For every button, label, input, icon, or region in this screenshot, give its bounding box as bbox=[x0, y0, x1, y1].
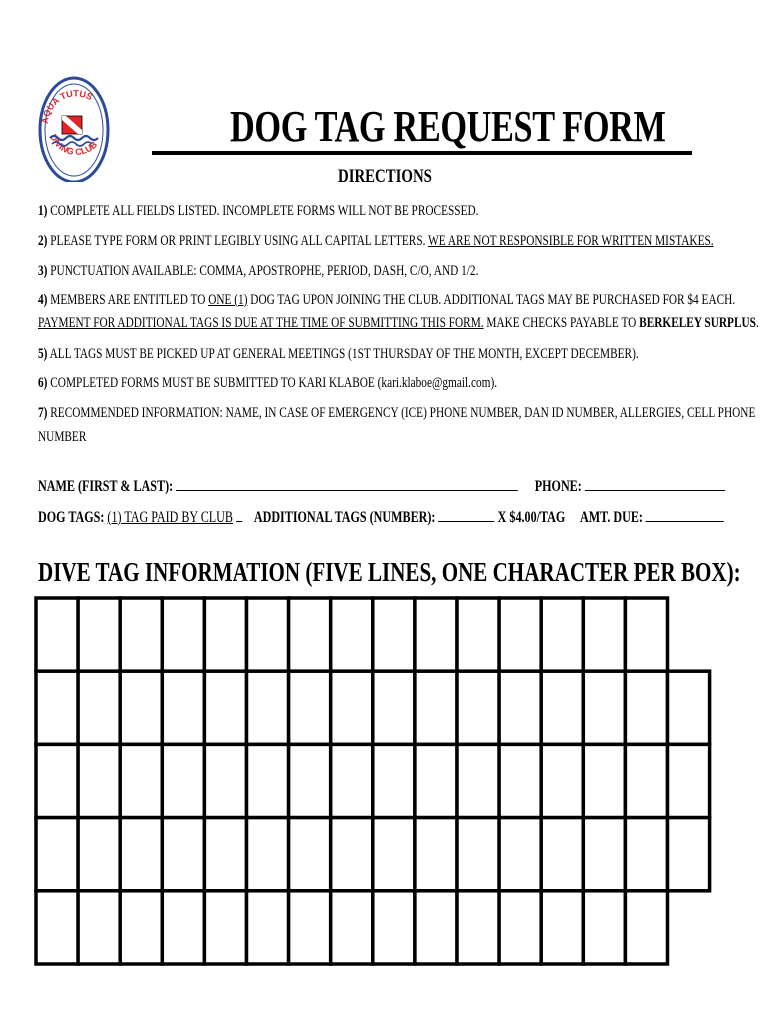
char-box-r2-c11[interactable] bbox=[457, 671, 499, 744]
dive-tag-heading: DIVE TAG INFORMATION (FIVE LINES, ONE CHARACTER PER BOX): bbox=[38, 557, 741, 587]
char-box-r4-c8[interactable] bbox=[331, 818, 373, 891]
directions-heading: DIRECTIONS bbox=[338, 166, 432, 187]
char-box-r4-c2[interactable] bbox=[78, 818, 120, 891]
char-box-r3-c3[interactable] bbox=[120, 744, 162, 817]
direction-6: 6) COMPLETED FORMS MUST BE SUBMITTED TO KARI KLABOE (kari.klaboe@gmail.com). bbox=[38, 375, 498, 391]
char-box-r2-c15[interactable] bbox=[625, 671, 667, 744]
direction-3: 3) PUNCTUATION AVAILABLE: COMMA, APOSTROPHE, PERIOD, DASH, C/O, AND 1/2. bbox=[38, 263, 479, 279]
char-box-r3-c10[interactable] bbox=[415, 744, 457, 817]
logo-bottom-text: DIVING CLUB bbox=[48, 132, 100, 158]
char-box-r2-c14[interactable] bbox=[583, 671, 625, 744]
char-box-r4-c3[interactable] bbox=[120, 818, 162, 891]
price-per-tag: X $4.00/TAG bbox=[497, 509, 566, 526]
char-box-r5-c15[interactable] bbox=[625, 891, 667, 964]
char-box-r5-c9[interactable] bbox=[373, 891, 415, 964]
char-box-r1-c10[interactable] bbox=[415, 598, 457, 671]
char-box-r4-c12[interactable] bbox=[499, 818, 541, 891]
char-box-r5-c11[interactable] bbox=[457, 891, 499, 964]
char-box-r2-c9[interactable] bbox=[373, 671, 415, 744]
char-box-r4-c5[interactable] bbox=[204, 818, 246, 891]
char-box-r2-c2[interactable] bbox=[78, 671, 120, 744]
char-box-r5-c1[interactable] bbox=[36, 891, 78, 964]
dog-tags-value: (1) TAG PAID BY CLUB bbox=[107, 509, 233, 526]
char-box-r4-c6[interactable] bbox=[247, 818, 289, 891]
char-box-r3-c1[interactable] bbox=[36, 744, 78, 817]
char-box-r3-c14[interactable] bbox=[583, 744, 625, 817]
char-box-r3-c16[interactable] bbox=[668, 744, 710, 817]
char-box-r3-c7[interactable] bbox=[289, 744, 331, 817]
char-box-r5-c6[interactable] bbox=[247, 891, 289, 964]
page-title: DOG TAG REQUEST FORM bbox=[230, 102, 666, 151]
direction-7: 7) RECOMMENDED INFORMATION: NAME, IN CASE OF EMERGENCY (ICE) PHONE NUMBER, DAN ID NUMBER, ALLERGIES, CELL PHONE bbox=[38, 405, 756, 421]
logo-top-text: AQUA TUTUS bbox=[39, 88, 95, 125]
char-box-r1-c5[interactable] bbox=[204, 598, 246, 671]
char-box-r5-c5[interactable] bbox=[204, 891, 246, 964]
char-box-r4-c1[interactable] bbox=[36, 818, 78, 891]
char-box-r5-c2[interactable] bbox=[78, 891, 120, 964]
char-box-r1-c4[interactable] bbox=[162, 598, 204, 671]
char-box-r4-c13[interactable] bbox=[541, 818, 583, 891]
char-box-r2-c13[interactable] bbox=[541, 671, 583, 744]
dog-tags-label: DOG TAGS: bbox=[38, 509, 105, 526]
char-box-r1-c1[interactable] bbox=[36, 598, 78, 671]
char-box-r1-c7[interactable] bbox=[289, 598, 331, 671]
char-box-r4-c16[interactable] bbox=[668, 818, 710, 891]
char-box-r1-c9[interactable] bbox=[373, 598, 415, 671]
char-box-r5-c10[interactable] bbox=[415, 891, 457, 964]
char-box-r4-c10[interactable] bbox=[415, 818, 457, 891]
char-box-r5-c8[interactable] bbox=[331, 891, 373, 964]
amount-due-label: AMT. DUE: bbox=[580, 509, 643, 526]
char-box-r3-c13[interactable] bbox=[541, 744, 583, 817]
char-box-r2-c1[interactable] bbox=[36, 671, 78, 744]
char-box-r5-c14[interactable] bbox=[583, 891, 625, 964]
char-box-r1-c6[interactable] bbox=[247, 598, 289, 671]
direction-4-continued: PAYMENT FOR ADDITIONAL TAGS IS DUE AT THE TIME OF SUBMITTING THIS FORM. MAKE CHECKS PAYABLE TO BERKELEY SURPLUS. bbox=[38, 315, 759, 331]
char-box-r2-c10[interactable] bbox=[415, 671, 457, 744]
char-box-r1-c13[interactable] bbox=[541, 598, 583, 671]
char-box-r2-c5[interactable] bbox=[204, 671, 246, 744]
char-box-r3-c5[interactable] bbox=[204, 744, 246, 817]
char-box-r1-c14[interactable] bbox=[583, 598, 625, 671]
char-box-r3-c9[interactable] bbox=[373, 744, 415, 817]
char-box-r4-c9[interactable] bbox=[373, 818, 415, 891]
char-box-r2-c3[interactable] bbox=[120, 671, 162, 744]
char-box-r2-c4[interactable] bbox=[162, 671, 204, 744]
char-box-r1-c15[interactable] bbox=[625, 598, 667, 671]
char-box-r4-c11[interactable] bbox=[457, 818, 499, 891]
char-box-r4-c14[interactable] bbox=[583, 818, 625, 891]
name-label: NAME (FIRST & LAST): bbox=[38, 478, 174, 495]
char-box-r3-c6[interactable] bbox=[247, 744, 289, 817]
direction-2: 2) PLEASE TYPE FORM OR PRINT LEGIBLY USING ALL CAPITAL LETTERS. WE ARE NOT RESPONSIBLE FOR WRITTEN MISTAKES. bbox=[38, 233, 714, 249]
char-box-r4-c4[interactable] bbox=[162, 818, 204, 891]
direction-5: 5) ALL TAGS MUST BE PICKED UP AT GENERAL MEETINGS (1ST THURSDAY OF THE MONTH, EXCEPT DECEMBER). bbox=[38, 346, 639, 362]
char-box-r2-c6[interactable] bbox=[247, 671, 289, 744]
char-box-r3-c4[interactable] bbox=[162, 744, 204, 817]
char-box-r2-c7[interactable] bbox=[289, 671, 331, 744]
char-box-r5-c3[interactable] bbox=[120, 891, 162, 964]
char-box-r3-c12[interactable] bbox=[499, 744, 541, 817]
char-box-r2-c16[interactable] bbox=[668, 671, 710, 744]
char-box-r5-c4[interactable] bbox=[162, 891, 204, 964]
direction-7-continued: NUMBER bbox=[38, 429, 87, 445]
phone-label: PHONE: bbox=[534, 478, 582, 495]
char-box-r2-c8[interactable] bbox=[331, 671, 373, 744]
char-box-r1-c2[interactable] bbox=[78, 598, 120, 671]
char-box-r1-c3[interactable] bbox=[120, 598, 162, 671]
char-box-r5-c7[interactable] bbox=[289, 891, 331, 964]
char-box-r5-c13[interactable] bbox=[541, 891, 583, 964]
char-box-r2-c12[interactable] bbox=[499, 671, 541, 744]
char-box-r3-c2[interactable] bbox=[78, 744, 120, 817]
char-box-r1-c12[interactable] bbox=[499, 598, 541, 671]
char-box-r4-c15[interactable] bbox=[625, 818, 667, 891]
char-box-r1-c8[interactable] bbox=[331, 598, 373, 671]
additional-tags-label: ADDITIONAL TAGS (NUMBER): bbox=[253, 509, 436, 526]
char-box-r1-c11[interactable] bbox=[457, 598, 499, 671]
direction-1: 1) COMPLETE ALL FIELDS LISTED. INCOMPLETE FORMS WILL NOT BE PROCESSED. bbox=[38, 203, 479, 219]
char-box-r3-c15[interactable] bbox=[625, 744, 667, 817]
char-box-r3-c8[interactable] bbox=[331, 744, 373, 817]
char-box-r4-c7[interactable] bbox=[289, 818, 331, 891]
direction-4: 4) MEMBERS ARE ENTITLED TO ONE (1) DOG TAG UPON JOINING THE CLUB. ADDITIONAL TAGS MAY BE PURCHASED FOR $4 EACH. bbox=[38, 292, 736, 308]
char-box-r5-c12[interactable] bbox=[499, 891, 541, 964]
char-box-r3-c11[interactable] bbox=[457, 744, 499, 817]
